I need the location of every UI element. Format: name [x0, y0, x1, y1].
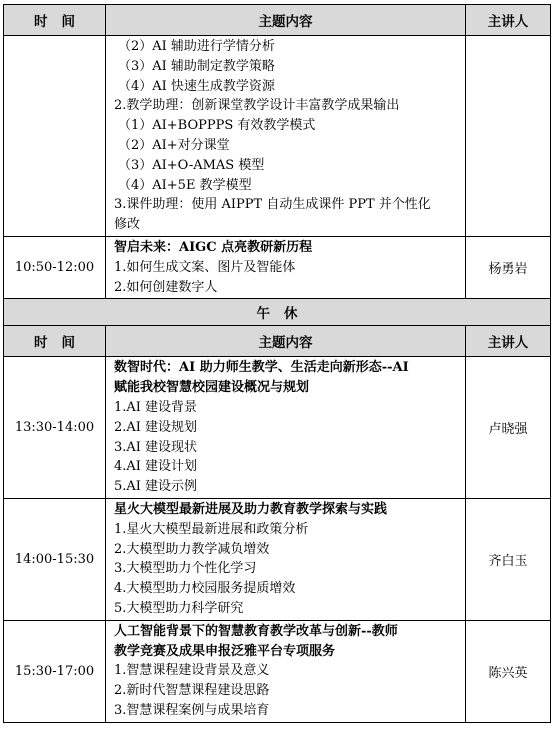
- content-line: （2）AI+对分课堂: [118, 137, 230, 153]
- content-line: （2）AI 辅助进行学情分析: [118, 39, 275, 54]
- content-line: （4）AI+5E 教学模型: [118, 177, 252, 193]
- content-line: （3）AI+O-AMAS 模型: [118, 157, 265, 173]
- content-line: 1.AI 建设背景: [114, 399, 198, 415]
- content-line: 1.智慧课程建设背景及意义: [114, 663, 270, 679]
- content-line: 教学竞赛及成果申报泛雅平台专项服务: [114, 643, 336, 659]
- session-speaker: 陈兴英: [466, 620, 551, 722]
- content-line: 5.AI 建设示例: [114, 479, 198, 495]
- content-line: 智启未来：AIGC 点亮教研新历程: [114, 239, 313, 255]
- content-line: 2.如何创建数字人: [114, 279, 218, 295]
- content-line: 3.智慧课程案例与成果培育: [114, 702, 270, 718]
- content-line: （1）AI+BOPPPS 有效教学模式: [118, 118, 316, 134]
- session-speaker: 卢晓强: [466, 357, 551, 499]
- table-row: [4, 498, 551, 620]
- content-line: 2.教学助理：创新课堂教学设计丰富教学成果输出: [114, 98, 400, 114]
- content-line: 3.大模型助力个性化学习: [114, 561, 257, 577]
- content-line: 2.大模型助力教学减负增效: [114, 541, 270, 557]
- lunch-break-label: 午休: [4, 299, 551, 326]
- session-time: 10:50-12:00: [4, 236, 106, 298]
- session-time: 15:30-17:00: [4, 620, 106, 722]
- content-line: 4.AI 建设计划: [114, 459, 198, 475]
- header-topic: 主题内容: [106, 5, 466, 36]
- content-line: 数智时代：AI 助力师生教学、生活走向新形态--AI: [114, 360, 409, 376]
- header-row: [4, 326, 551, 357]
- table-row: [4, 357, 551, 499]
- table-row: [4, 236, 551, 298]
- content-line: 修改: [114, 217, 141, 233]
- session-content: [106, 498, 466, 620]
- content-line: 5.大模型助力科学研究: [114, 600, 244, 616]
- content-line: 赋能我校智慧校园建设概况与规划: [114, 380, 310, 396]
- schedule-table: [3, 4, 551, 723]
- content-line: 2.AI 建设规划: [114, 419, 198, 435]
- session-time: [4, 36, 106, 237]
- session-speaker: 齐白玉: [466, 498, 551, 620]
- session-content: [106, 236, 466, 298]
- header-time: 时间: [4, 326, 106, 357]
- session-content: [106, 36, 466, 237]
- header-topic: 主题内容: [106, 326, 466, 357]
- header-time: 时间: [4, 5, 106, 36]
- session-content: [106, 620, 466, 722]
- content-line: 星火大模型最新进展及助力教育教学探索与实践: [114, 501, 388, 517]
- content-line: （3）AI 辅助制定教学策略: [118, 58, 275, 74]
- content-line: 1.如何生成文案、图片及智能体: [114, 259, 296, 275]
- header-row: [4, 5, 551, 36]
- content-line: （4）AI 快速生成教学资源: [118, 78, 275, 94]
- content-line: 1.星火大模型最新进展和政策分析: [114, 521, 309, 537]
- session-speaker: 杨勇岩: [466, 236, 551, 298]
- header-speaker: 主讲人: [466, 5, 551, 36]
- content-line: 4.大模型助力校园服务提质增效: [114, 581, 296, 597]
- session-time: 14:00-15:30: [4, 498, 106, 620]
- header-speaker: 主讲人: [466, 326, 551, 357]
- content-line: 3.AI 建设现状: [114, 439, 198, 455]
- session-speaker: [466, 36, 551, 237]
- content-line: 人工智能背景下的智慧教育教学改革与创新--教师: [114, 623, 398, 639]
- session-time: 13:30-14:00: [4, 357, 106, 499]
- content-line: 2.新时代智慧课程建设思路: [114, 683, 270, 699]
- lunch-break-row: [4, 299, 551, 326]
- content-line: 3.课件助理：使用 AIPPT 自动生成课件 PPT 并个性化: [114, 197, 431, 213]
- table-row: [4, 36, 551, 237]
- session-content: [106, 357, 466, 499]
- table-row: [4, 620, 551, 722]
